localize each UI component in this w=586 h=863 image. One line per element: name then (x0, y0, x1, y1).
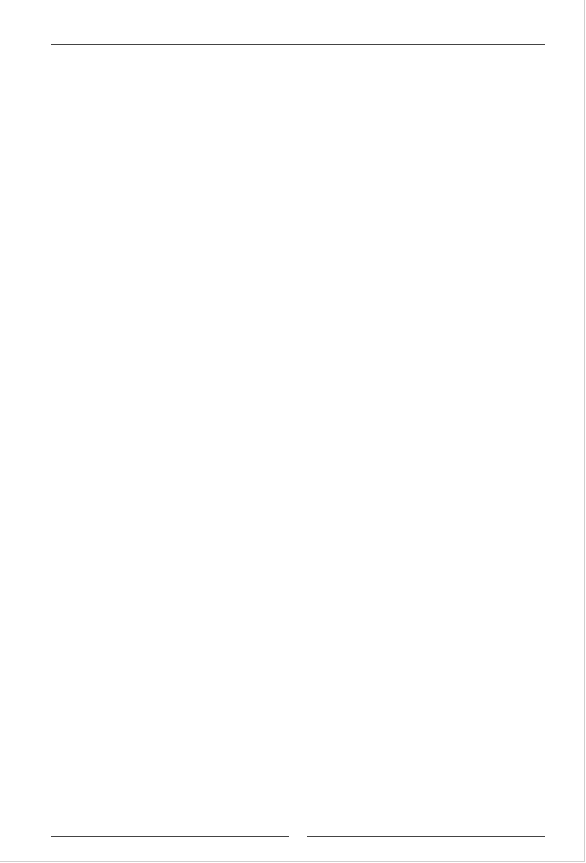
header-rule (51, 44, 545, 45)
table-of-contents (51, 57, 545, 122)
page-footer (51, 836, 545, 837)
footer-rule-left (51, 836, 289, 837)
footer-rule-right (307, 836, 545, 837)
chapter-heading (51, 57, 545, 107)
chapter-author (51, 107, 545, 122)
